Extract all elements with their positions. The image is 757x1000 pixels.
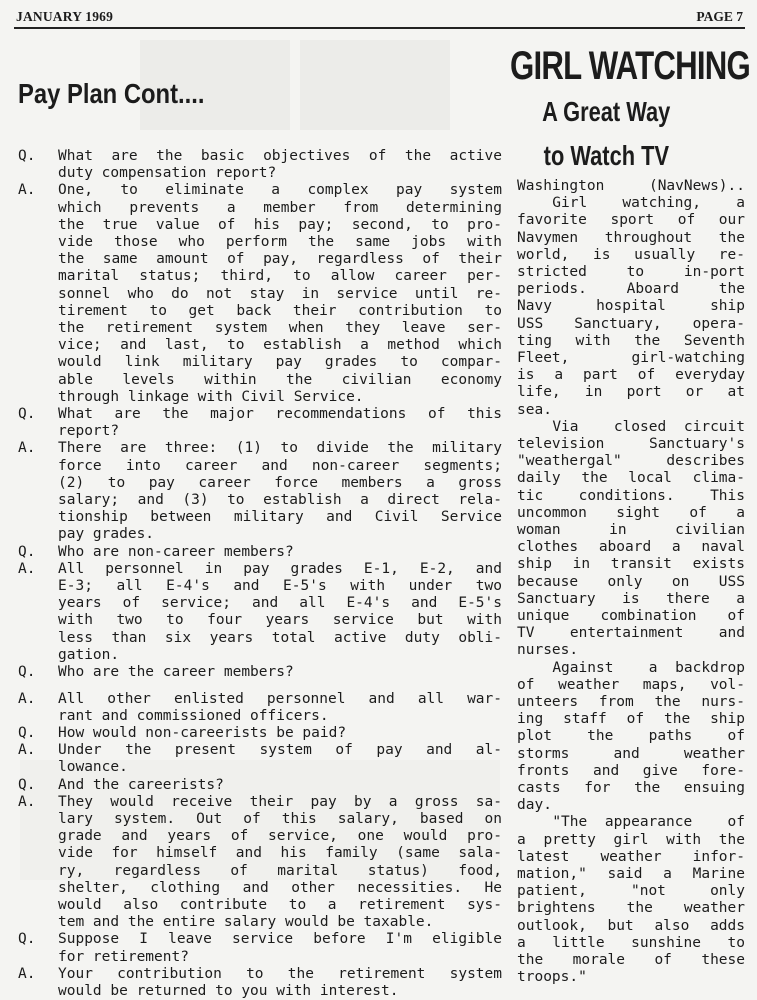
text-line: Against a backdrop [517, 659, 745, 676]
text-line: woman in civilian [517, 522, 745, 539]
text-line: which prevents a member from determining [58, 199, 502, 216]
text-line: grade and years of service, one would pro- [58, 828, 502, 845]
text-line: duty compensation report? [58, 165, 277, 182]
text-line: stricted to in-port [517, 264, 745, 281]
text-line: Who are non-career members? [58, 543, 294, 560]
qa-text [58, 561, 502, 664]
story-paragraph [517, 178, 745, 419]
page-number: PAGE 7 [696, 9, 743, 24]
qa-marker: A. [18, 793, 36, 810]
qa-text [58, 148, 502, 182]
qa-text [58, 794, 502, 932]
text-line: "weathergal" describes [517, 453, 745, 470]
story-paragraph [517, 660, 745, 815]
text-line: is a part of everyday [517, 367, 745, 384]
text-line: There are three: (1) to divide the military [58, 440, 502, 457]
qa-text [58, 931, 502, 965]
text-line: outlook, but also adds [517, 917, 745, 934]
text-line: television Sanctuary's [517, 436, 745, 452]
qa-column [18, 148, 504, 1000]
subtitle-line: to Watch TV [543, 140, 669, 171]
text-line: less than six years total active duty obli- [58, 629, 502, 646]
text-line: vide those who perform the same jobs with [58, 234, 502, 250]
qa-marker: Q. [18, 725, 36, 742]
text-line: All personnel in pay grades E-1, E-2, and [58, 560, 502, 577]
text-line: Navymen throughout the [517, 229, 745, 246]
qa-marker: A. [18, 182, 36, 199]
text-line: day. [517, 797, 552, 814]
text-line: unteers from the nurs- [517, 694, 745, 710]
text-line: They would receive their pay by a gross sa- [58, 793, 502, 810]
print-shadow [300, 40, 450, 130]
text-line: report? [58, 423, 120, 440]
text-line: of weather maps, vol- [517, 676, 745, 693]
text-line: ship in transit exists [517, 556, 745, 573]
qa-text [58, 406, 502, 440]
text-line: life, in port or at [517, 384, 745, 401]
qa-text [58, 966, 502, 1000]
text-line: years of service; and all E-4's and E-5's [58, 595, 502, 612]
story-paragraph [517, 814, 745, 986]
text-line: would also contribute to a retirement sys- [58, 897, 502, 914]
text-line: ry, regardless of marital status) food, [58, 862, 502, 879]
text-line: mation," said a Marine [517, 866, 745, 882]
text-line: because only on USS [517, 573, 745, 590]
text-line: the same amount of pay, regardless of their [58, 251, 502, 268]
text-line: tic conditions. This [517, 487, 745, 504]
qa-text [58, 664, 502, 681]
text-line: able levels within the civilian economy [58, 371, 502, 388]
text-line: world, is usually re- [517, 246, 745, 263]
story-column [517, 178, 745, 986]
text-line: with two to four years service but with [58, 612, 502, 629]
text-line: through linkage with Civil Service. [58, 388, 364, 405]
qa-marker: Q. [18, 406, 36, 422]
text-line: And the careerists? [58, 776, 224, 793]
header-rule [14, 27, 745, 29]
text-line: troops." [517, 969, 587, 986]
text-line: Sanctuary is there a [517, 590, 745, 607]
text-line: vide for himself and his family (same sala- [58, 845, 502, 862]
article-subtitle [506, 140, 706, 172]
story-paragraph [517, 419, 745, 660]
text-line: Suppose I leave service before I'm eligible [58, 931, 502, 948]
text-line: the retirement system when they leave ser- [58, 320, 502, 337]
text-line: the morale of these [517, 952, 745, 969]
qa-marker: Q. [18, 664, 36, 680]
text-line: ing staff of the ship [517, 711, 745, 728]
text-line: uncommon sight of a [517, 504, 745, 521]
text-line: clothes aboard a naval [517, 539, 745, 556]
text-line: rant and commissioned officers. [58, 707, 329, 724]
qa-text [58, 777, 502, 794]
text-line: tem and the entire salary would be taxable. [58, 914, 434, 931]
qa-text [58, 544, 502, 561]
text-line: favorite sport of our [517, 212, 745, 229]
text-line: Your contribution to the retirement system [58, 965, 502, 982]
qa-text [58, 182, 502, 406]
text-line: fronts and give fore- [517, 762, 745, 779]
text-line: pay grades. [58, 526, 155, 543]
text-line: What are the basic objectives of the active [58, 148, 502, 164]
text-line: nurses. [517, 642, 579, 659]
qa-marker: A. [18, 742, 36, 759]
article-subtitle [506, 96, 706, 128]
text-line: force into career and non-career segments; [58, 457, 502, 474]
qa-marker: Q. [18, 543, 36, 560]
text-line: storms and weather [517, 745, 745, 762]
text-line: would link military pay grades to compar- [58, 354, 502, 371]
text-line: All other enlisted personnel and all war- [58, 690, 502, 707]
text-line: a pretty girl with the [517, 831, 745, 848]
text-line: sonnel who do not stay in service until re- [58, 285, 502, 302]
text-line: tionship between military and Civil Service [58, 509, 502, 526]
text-line: casts for the ensuing [517, 780, 745, 797]
qa-marker: Q. [18, 776, 36, 793]
text-line: patient, "not only [517, 883, 745, 900]
text-line: daily the local clima- [517, 470, 745, 487]
text-line: shelter, clothing and other necessities. He [58, 879, 502, 896]
text-line: E-3; all E-4's and E-5's with under two [58, 578, 502, 594]
qa-marker: A. [18, 690, 36, 707]
text-line: gation. [58, 646, 120, 663]
text-line: the true value of his pay; second, to pro- [58, 216, 502, 233]
text-line: latest weather infor- [517, 848, 745, 865]
qa-text [58, 691, 502, 725]
text-line: a little sunshine to [517, 934, 745, 951]
text-line: Girl watching, a [517, 195, 745, 212]
text-line: unique combination of [517, 608, 745, 625]
qa-marker: Q. [18, 931, 36, 948]
qa-text [58, 725, 502, 742]
text-line: Navy hospital ship [517, 298, 745, 315]
qa-text [58, 742, 502, 776]
text-line: How would non-careerists be paid? [58, 725, 347, 742]
article-title-girl-watching: GIRL WATCHING [510, 44, 751, 88]
text-line: would be returned to you with interest. [58, 983, 399, 1000]
text-line: USS Sanctuary, opera- [517, 315, 745, 332]
text-line: salary; and (3) to establish a direct rela- [58, 492, 502, 508]
text-line: Washington (NavNews).. [517, 178, 745, 194]
text-line: One, to eliminate a complex pay system [58, 182, 502, 199]
text-line: ting with the Seventh [517, 332, 745, 349]
text-line: Who are the career members? [58, 664, 294, 680]
text-line: brightens the weather [517, 900, 745, 917]
text-line: for retirement? [58, 948, 189, 965]
qa-marker: A. [18, 560, 36, 577]
text-line: tirement to get back their contribution to [58, 302, 502, 319]
text-line: Via closed circuit [517, 418, 745, 435]
text-line: What are the major recommendations of this [58, 406, 502, 422]
text-line: sea. [517, 401, 552, 418]
qa-marker: A. [18, 440, 36, 457]
text-line: "The appearance of [517, 814, 745, 831]
text-line: marital status; third, to allow career per- [58, 268, 502, 285]
qa-text [58, 440, 502, 543]
text-line: vice; and last, to establish a method which [58, 337, 502, 354]
text-line: Under the present system of pay and al- [58, 742, 502, 759]
text-line: plot the paths of [517, 728, 745, 745]
article-title-pay-plan: Pay Plan Cont.... [18, 78, 205, 109]
text-line: Fleet, girl-watching [517, 350, 745, 367]
text-line: (2) to pay career force members a gross [58, 474, 502, 491]
text-line: TV entertainment and [517, 625, 745, 642]
qa-marker: Q. [18, 148, 36, 164]
subtitle-line: A Great Way [541, 96, 671, 127]
issue-date: JANUARY 1969 [16, 9, 114, 24]
text-line: lowance. [58, 759, 128, 776]
qa-marker: A. [18, 965, 36, 982]
text-line: periods. Aboard the [517, 281, 745, 298]
text-line: lary system. Out of this salary, based on [58, 811, 502, 828]
